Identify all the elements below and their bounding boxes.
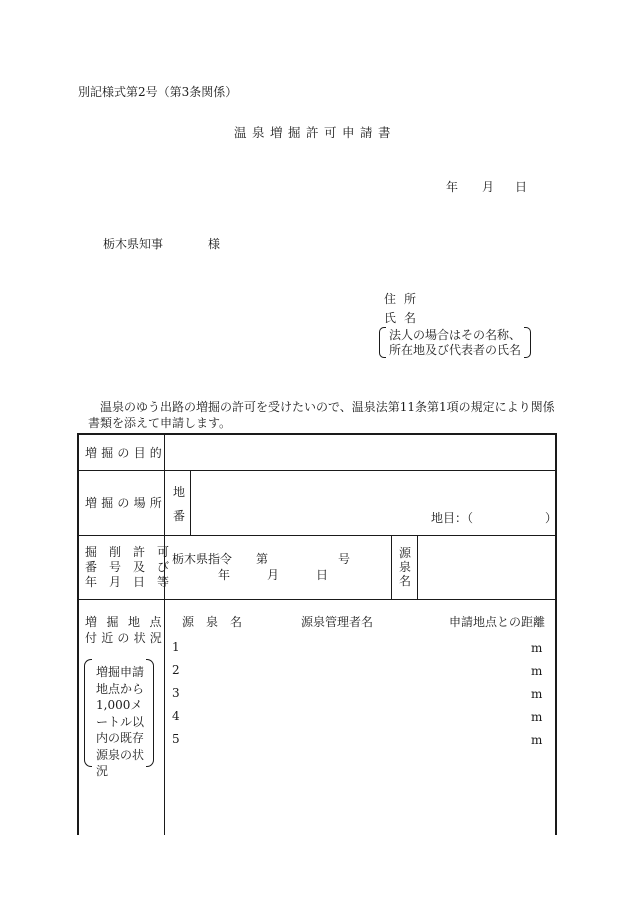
name-label: 氏名 [384, 311, 425, 325]
date-day-label: 日 [515, 180, 528, 194]
row-unit: m [531, 733, 543, 747]
row-number: 3 [172, 686, 180, 700]
chimoku-label: 地目：（ ） [431, 511, 558, 525]
row-number: 5 [172, 732, 180, 746]
permit-label-3: 年月日等 [85, 575, 182, 589]
row-unit: m [531, 641, 543, 655]
source-name-label-3: 名 [399, 574, 412, 588]
permit-prefix: 栃木県指令 [172, 552, 233, 566]
row-divider [78, 599, 556, 600]
col-source-header: 源泉名 [182, 615, 255, 629]
addressee: 栃木県知事 [103, 237, 164, 251]
source-name-divider-left [391, 535, 392, 599]
address-label: 住所 [384, 292, 425, 306]
row-divider [78, 535, 556, 536]
permit-dai: 第 [256, 552, 269, 566]
bracket-left [379, 327, 386, 358]
status-note [84, 659, 154, 778]
source-name-field[interactable] [423, 541, 549, 593]
date-year-label: 年 [446, 180, 459, 194]
col-manager-header: 源泉管理者名 [301, 615, 374, 629]
corp-note-line-2: 所在地及び代表者の氏名 [389, 343, 522, 357]
bracket-left [84, 659, 92, 767]
source-name-label-1: 源 [399, 546, 412, 560]
source-name-divider-right [417, 535, 418, 599]
status-label-2: 付近の状況 [85, 631, 167, 645]
corporation-note [379, 327, 531, 358]
corp-note-line-1: 法人の場合はその名称、 [389, 328, 522, 342]
row-unit: m [531, 710, 543, 724]
row-number: 2 [172, 663, 180, 677]
status-label-1: 増掘地点 [85, 615, 172, 629]
intro-text-line-1: 温泉のゆう出路の増掘の許可を受けたいので、温泉法第11条第1項の規定により関係 [100, 400, 555, 414]
row-divider [78, 470, 556, 471]
honorific: 様 [208, 237, 221, 251]
chiban-label-1: 地 [173, 485, 186, 499]
table-left-border [77, 433, 79, 835]
row-unit: m [531, 687, 543, 701]
bracket-right [524, 327, 531, 358]
chiban-divider [190, 470, 191, 535]
intro-text-line-2: 書類を添えて申請します。 [88, 416, 232, 430]
table-right-border [555, 433, 557, 835]
permit-label-2: 番号及び [85, 560, 182, 574]
permit-go: 号 [338, 552, 351, 566]
col-distance-header: 申請地点との距離 [449, 615, 546, 629]
permit-label-1: 掘削許可 [85, 545, 182, 559]
permit-day: 日 [316, 568, 329, 582]
place-label: 増掘の場所 [85, 496, 167, 510]
table-top-border [77, 433, 557, 435]
date-month-label: 月 [482, 180, 495, 194]
purpose-label: 増掘の目的 [85, 446, 167, 460]
row-number: 1 [172, 640, 180, 654]
permit-month: 月 [267, 568, 280, 582]
document-title: 温泉増掘許可申請書 [233, 125, 396, 140]
purpose-field[interactable] [170, 440, 550, 464]
form-number: 別記様式第2号（第3条関係） [78, 85, 238, 99]
row-number: 4 [172, 709, 180, 723]
row-unit: m [531, 664, 543, 678]
status-note-text: 増掘申請 地点から 1,000メ ートル以 内の既存 源泉の状 況 [96, 665, 145, 778]
source-name-label-2: 泉 [399, 560, 412, 574]
chiban-field[interactable] [196, 478, 546, 508]
chiban-label-2: 番 [173, 509, 186, 523]
permit-year: 年 [218, 568, 231, 582]
